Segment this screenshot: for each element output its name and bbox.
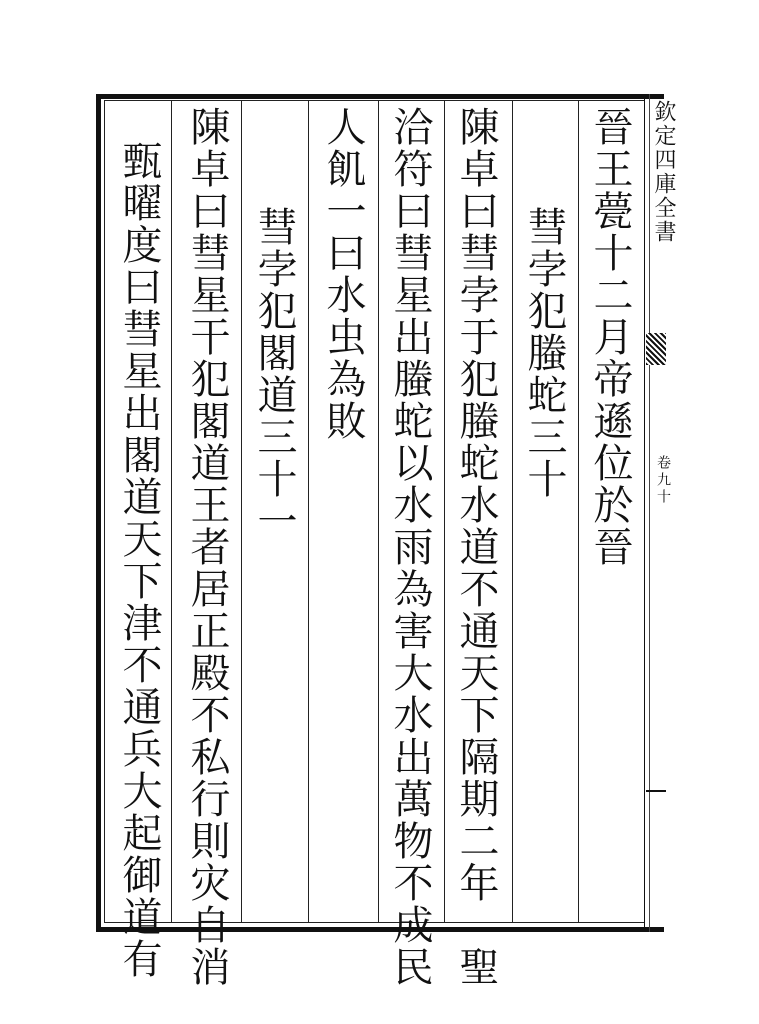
margin-juan-number: 卷九十 bbox=[655, 455, 671, 506]
column-rule bbox=[171, 101, 172, 923]
text-column-2: 彗孛犯螣蛇三十 bbox=[521, 206, 567, 500]
text-column-8: 甄曜度曰彗星出閣道天下津不通兵大起御道有 bbox=[116, 140, 162, 980]
column-rule bbox=[578, 101, 579, 923]
margin-tick bbox=[646, 790, 666, 792]
text-column-5: 人飢一曰水虫為敗 bbox=[320, 106, 366, 442]
margin-book-title: 欽定四庫全書 bbox=[651, 100, 676, 244]
column-rule bbox=[378, 101, 379, 923]
text-column-4: 洽符曰彗星出螣蛇以水雨為害大水出萬物不成民 bbox=[387, 106, 433, 988]
center-fold-line bbox=[644, 94, 645, 932]
text-column-6: 彗孛犯閣道三十一 bbox=[251, 206, 297, 542]
column-rule bbox=[444, 101, 445, 923]
column-rule bbox=[512, 101, 513, 923]
column-rule bbox=[241, 101, 242, 923]
text-column-1: 晉王甍十二月帝遜位於晉 bbox=[587, 106, 633, 568]
text-column-3: 陳卓曰彗孛于犯螣蛇水道不通天下隔期二年 聖 bbox=[453, 106, 499, 988]
text-column-7: 陳卓曰彗星干犯閣道王者居正殿不私行則灾自消 bbox=[184, 106, 230, 988]
fishtail-mark bbox=[646, 333, 666, 365]
column-rule bbox=[308, 101, 309, 923]
